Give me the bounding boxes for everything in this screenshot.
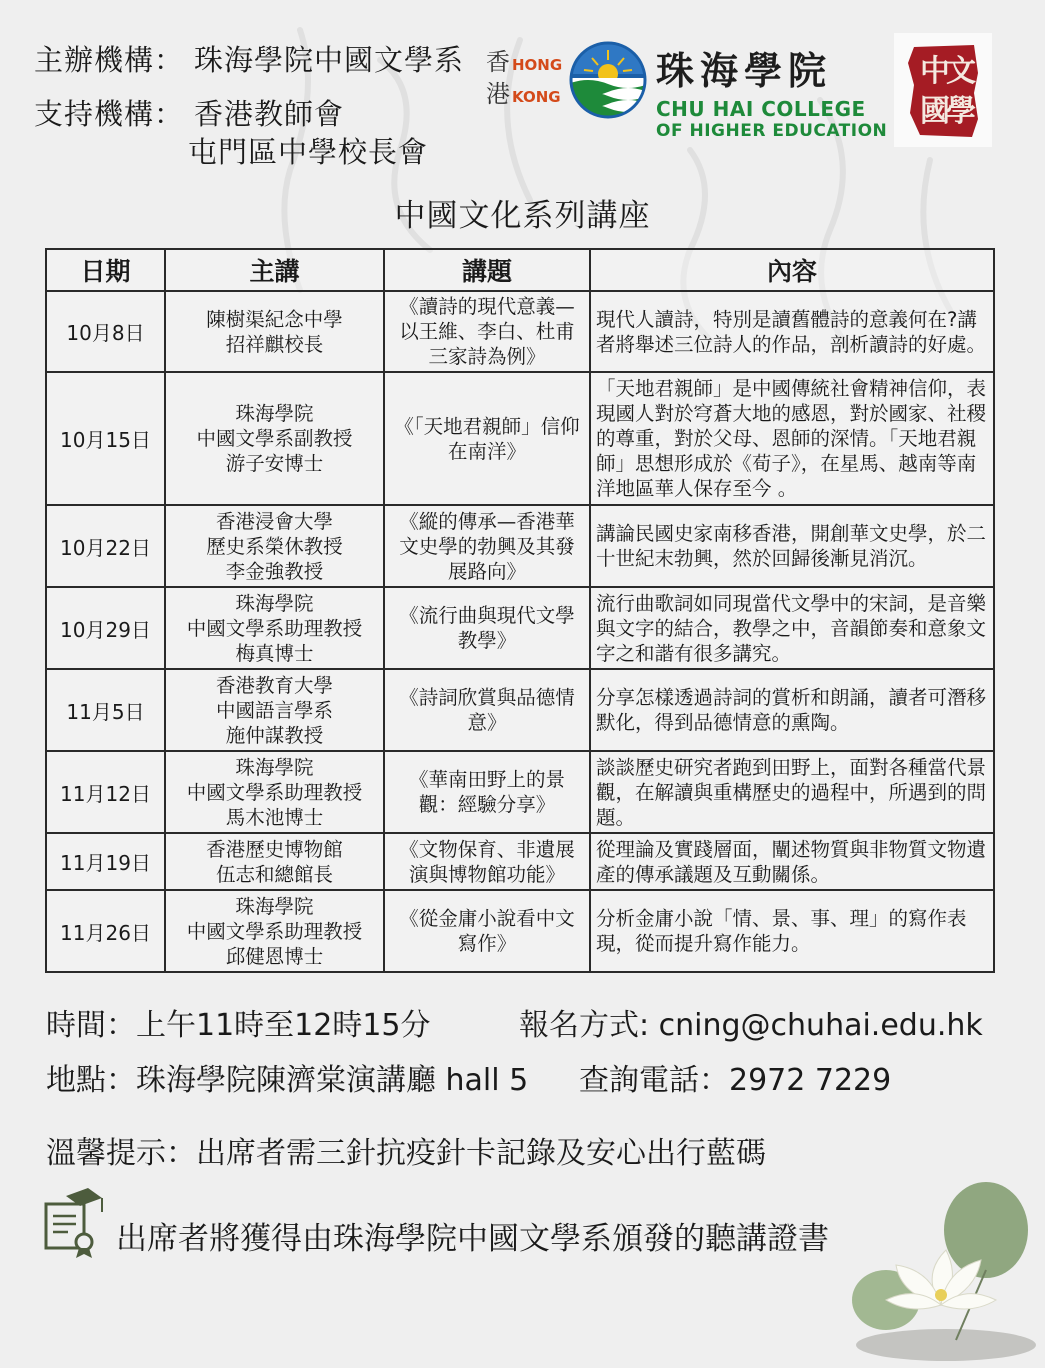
svg-text:文: 文 [946,54,976,89]
hong-kong-logo [486,50,564,114]
cell-date: 10月22日 [46,505,165,587]
svg-text:中: 中 [920,54,950,89]
college-name-en-2: OF HIGHER EDUCATION [656,121,888,141]
cell-speaker: 珠海學院 中國文學系副教授 游子安博士 [165,372,384,505]
hk-en-1: HONG [512,56,563,74]
support-value-2: 屯門區中學校長會 [188,135,429,169]
cell-content: 談談歷史研究者跑到田野上，面對各種當代景觀，在解讀與重構歷史的過程中，所遇到的問題。 [590,751,994,833]
cell-topic: 《縱的傳承—香港華文史學的勃興及其發展路向》 [384,505,590,587]
cell-topic: 《讀詩的現代意義—以王維、李白、杜甫三家詩為例》 [384,291,590,372]
cell-date: 11月12日 [46,751,165,833]
table-row [46,833,994,890]
header-topic: 講題 [384,249,590,291]
enquiry-phone[interactable]: 查詢電話：2972 7229 [579,1063,892,1098]
table-row [46,669,994,751]
cell-speaker: 香港教育大學 中國語言學系 施仲謀教授 [165,669,384,751]
table-row [46,291,994,372]
table-row [46,751,994,833]
table-row [46,587,994,669]
header-date: 日期 [46,249,165,291]
cell-date: 10月29日 [46,587,165,669]
cell-topic: 《從金庸小說看中文寫作》 [384,890,590,972]
cell-speaker: 珠海學院 中國文學系助理教授 邱健恩博士 [165,890,384,972]
supporting-organizer-2 [188,130,428,171]
event-time: 時間：上午11時至12時15分 [46,1008,431,1043]
cell-content: 分享怎樣透過詩詞的賞析和朗誦，讀者可潛移默化，得到品德情意的熏陶。 [590,669,994,751]
table-header-row [46,249,994,291]
support-value-1: 香港教師會 [194,97,345,131]
cell-content: 講論民國史家南移香港，開創華文史學，於二十世紀末勃興，然於回歸後漸見消沉。 [590,505,994,587]
hk-cn-1: 香 [486,48,510,76]
college-emblem-icon [568,40,648,120]
lecture-schedule-table [45,248,995,973]
lotus-decoration-icon [846,1170,1045,1368]
cell-content: 現代人讀詩，特別是讀舊體詩的意義何在?講者將舉述三位詩人的作品，剖析讀詩的好處。 [590,291,994,372]
cell-date: 10月15日 [46,372,165,505]
svg-text:國: 國 [920,94,950,129]
cell-topic: 《流行曲與現代文學教學》 [384,587,590,669]
registration-email[interactable]: 報名方式: cning@chuhai.edu.hk [519,1008,983,1043]
header-content: 內容 [590,249,994,291]
college-name [656,40,887,141]
hk-cn-2: 港 [486,80,510,108]
college-name-cn: 珠海學院 [656,48,833,93]
table-title: 中國文化系列講座 [394,198,651,234]
cell-topic: 《華南田野上的景觀：經驗分享》 [384,751,590,833]
cell-speaker: 陳樹渠紀念中學 招祥麒校長 [165,291,384,372]
host-label: 主辦機構： [34,43,185,77]
host-organizer [34,38,464,79]
cell-date: 11月19日 [46,833,165,890]
hk-en-2: KONG [512,88,561,106]
table-row [46,372,994,505]
cell-date: 10月8日 [46,291,165,372]
cell-topic: 《詩詞欣賞與品德情意》 [384,669,590,751]
cell-date: 11月5日 [46,669,165,751]
event-venue: 地點：珠海學院陳濟棠演講廳 hall 5 [46,1063,529,1098]
cell-topic: 《文物保育、非遺展演與博物館功能》 [384,833,590,890]
support-label: 支持機構： [34,97,185,131]
cell-content: 分析金庸小說「情、景、事、理」的寫作表現，從而提升寫作能力。 [590,890,994,972]
cell-speaker: 香港浸會大學 歷史系榮休教授 李金強教授 [165,505,384,587]
cell-topic: 《「天地君親師」信仰在南洋》 [384,372,590,505]
college-name-en-1: CHU HAI COLLEGE [656,97,866,121]
certificate-icon [42,1186,106,1260]
cell-content: 流行曲歌詞如同現當代文學中的宋詞，是音樂與文字的結合，教學之中，音韻節奏和意象文字之和諧有很多講究。 [590,587,994,669]
table-row [46,890,994,972]
cell-speaker: 珠海學院 中國文學系助理教授 馬木池博士 [165,751,384,833]
cell-speaker: 珠海學院 中國文學系助理教授 梅真博士 [165,587,384,669]
cell-content: 「天地君親師」是中國傳統社會精神信仰，表現國人對於穹蒼大地的感恩，對於國家、社稷的尊重，對於父母、恩師的深情。「天地君親師」思想形成於《荀子》，在星馬、越南等南洋地區華人保存至今 。 [590,372,994,505]
certificate-note: 出席者將獲得由珠海學院中國文學系頒發的聽講證書 [116,1221,829,1257]
host-value: 珠海學院中國文學系 [194,43,465,77]
header-speaker: 主講 [165,249,384,291]
cell-content: 從理論及實踐層面，闡述物質與非物質文物遺產的傳承議題及互動關係。 [590,833,994,890]
cell-date: 11月26日 [46,890,165,972]
department-seal-icon [894,33,992,147]
reminder-note: 溫馨提示：出席者需三針抗疫針卡記錄及安心出行藍碼 [46,1136,766,1171]
table-row [46,505,994,587]
cell-speaker: 香港歷史博物館 伍志和總館長 [165,833,384,890]
supporting-organizer [34,92,344,133]
svg-text:學: 學 [946,94,976,129]
